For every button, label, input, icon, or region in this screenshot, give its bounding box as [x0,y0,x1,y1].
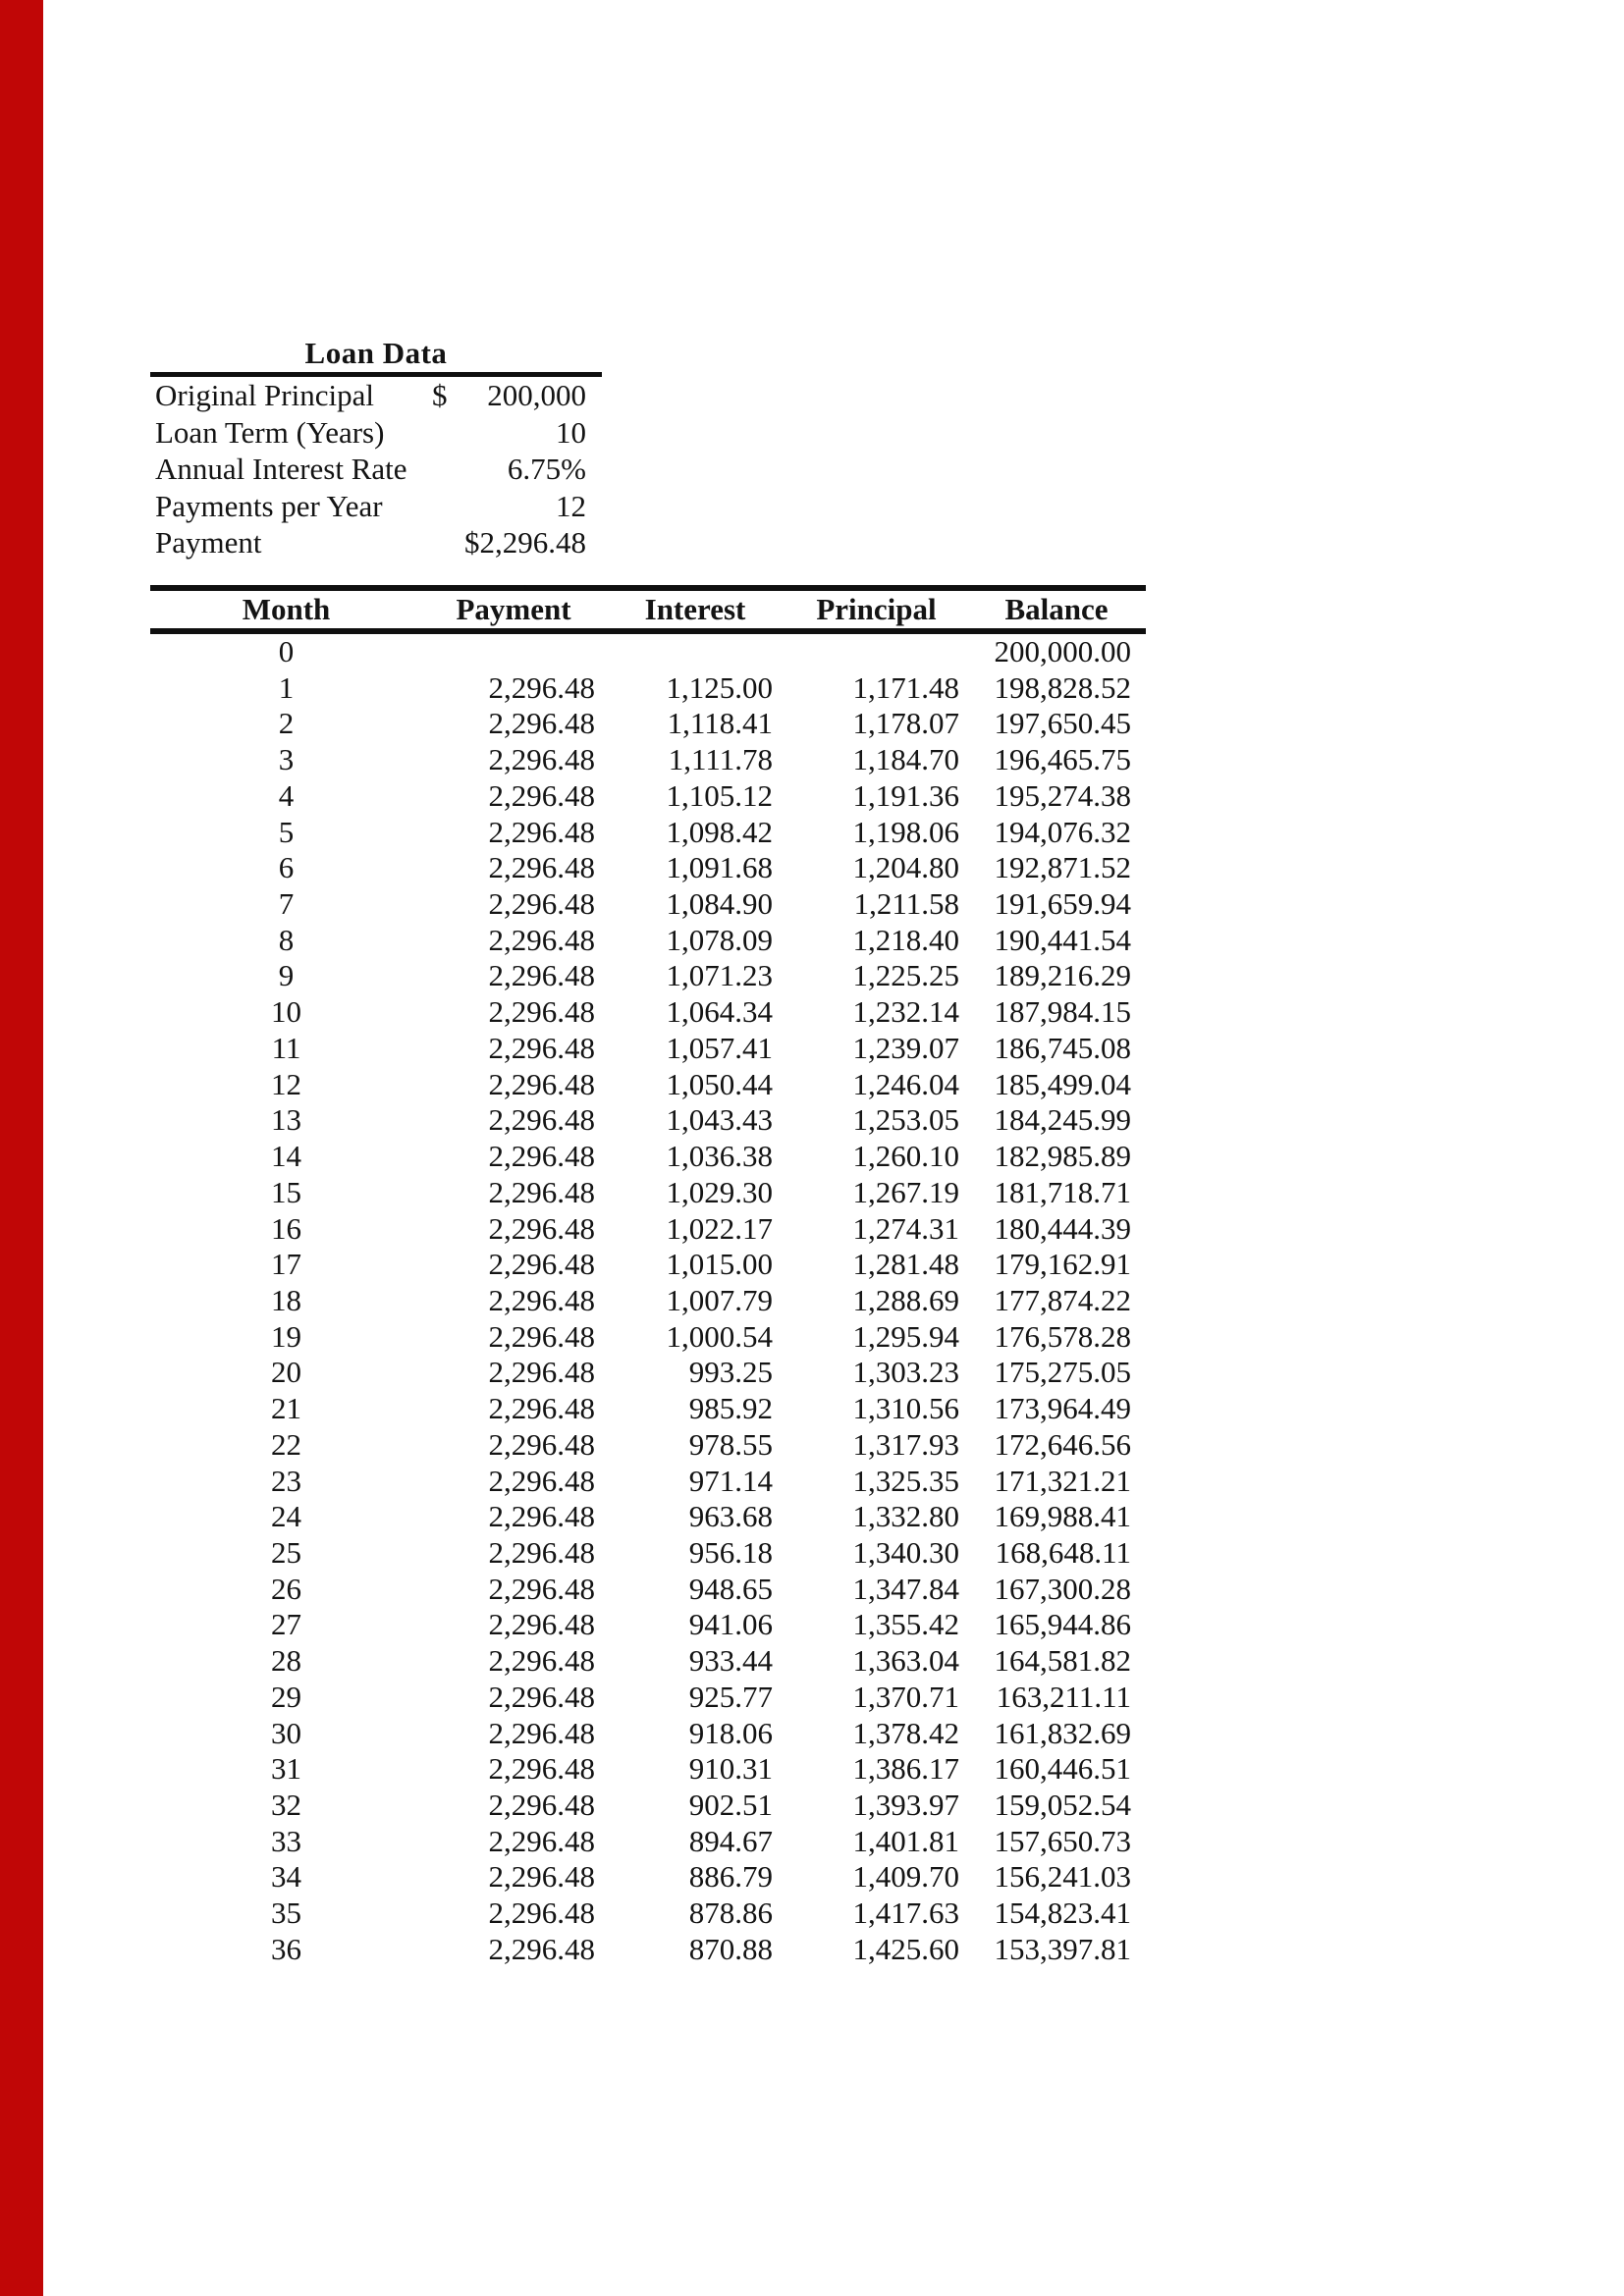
table-row [150,923,1146,959]
cell-balance: 181,718.71 [994,1174,1131,1209]
cell-month: 14 [271,1139,301,1174]
cell-interest: 1,029.30 [666,1174,773,1209]
table-row [150,1175,1146,1211]
cell-payment: 2,296.48 [488,1679,595,1714]
cell-payment: 2,296.48 [488,777,595,813]
cell-principal: 1,325.35 [852,1463,959,1498]
cell-month: 28 [271,1643,301,1679]
cell-interest: 1,064.34 [666,994,773,1030]
cell-interest: 1,015.00 [666,1247,773,1282]
table-row [150,1139,1146,1175]
cell-principal: 1,295.94 [852,1318,959,1354]
cell-payment: 2,296.48 [488,850,595,885]
cell-month: 16 [271,1210,301,1246]
cell-month: 26 [271,1571,301,1606]
table-body [150,634,1146,1968]
table-row [150,706,1146,742]
table-row [150,850,1146,886]
cell-balance: 200,000.00 [994,634,1131,668]
table-row [150,1102,1146,1139]
table-row [150,1680,1146,1716]
cell-interest: 1,118.41 [667,706,773,741]
table-row [150,1535,1146,1572]
cell-principal: 1,355.42 [852,1607,959,1642]
cell-principal: 1,211.58 [853,886,959,922]
cell-principal: 1,288.69 [852,1282,959,1317]
cell-interest: 1,000.54 [666,1318,773,1354]
cell-payment: 2,296.48 [488,669,595,705]
loan-row-value-group [432,488,586,525]
cell-interest: 1,007.79 [666,1282,773,1317]
cell-payment: 2,296.48 [488,1715,595,1750]
cell-payment: 2,296.48 [488,742,595,777]
table-row [150,886,1146,923]
cell-principal: 1,347.84 [852,1571,959,1606]
cell-principal: 1,370.71 [852,1679,959,1714]
cell-month: 15 [271,1174,301,1209]
cell-payment: 2,296.48 [488,1318,595,1354]
cell-payment: 2,296.48 [488,1247,595,1282]
cell-balance: 187,984.15 [994,994,1131,1030]
cell-principal: 1,363.04 [852,1643,959,1679]
cell-balance: 160,446.51 [994,1751,1131,1787]
cell-payment: 2,296.48 [488,1030,595,1065]
loan-data-row [150,451,602,488]
loan-row-value-group [432,377,586,414]
cell-principal: 1,253.05 [852,1102,959,1138]
table-row [150,994,1146,1031]
cell-payment: 2,296.48 [488,1463,595,1498]
cell-principal: 1,178.07 [852,706,959,741]
table-row [150,1788,1146,1824]
table-row [150,1572,1146,1608]
cell-payment: 2,296.48 [488,1066,595,1101]
cell-payment: 2,296.48 [488,886,595,922]
cell-principal: 1,232.14 [852,994,959,1030]
cell-payment: 2,296.48 [488,1426,595,1462]
cell-principal: 1,246.04 [852,1066,959,1101]
cell-month: 34 [271,1859,301,1895]
cell-balance: 185,499.04 [994,1066,1131,1101]
cell-month: 24 [271,1499,301,1534]
cell-payment: 2,296.48 [488,706,595,741]
column-header-interest: Interest [644,592,746,626]
cell-balance: 184,245.99 [994,1102,1131,1138]
cell-principal: 1,191.36 [852,777,959,813]
cell-balance: 177,874.22 [994,1282,1131,1317]
column-header-payment: Payment [456,592,571,626]
cell-payment: 2,296.48 [488,1102,595,1138]
cell-payment: 2,296.48 [488,1859,595,1895]
amortization-table [150,585,1146,1968]
cell-payment: 2,296.48 [488,1282,595,1317]
loan-row-value-group [432,451,586,488]
cell-principal: 1,218.40 [852,922,959,957]
cell-month: 3 [278,742,295,777]
cell-month: 25 [271,1534,301,1570]
cell-payment [422,634,605,670]
cell-principal: 1,274.31 [852,1210,959,1246]
cell-interest: 902.51 [688,1788,773,1822]
cell-principal: 1,409.70 [852,1859,959,1895]
cell-principal [785,634,967,670]
cell-balance: 163,211.11 [996,1679,1131,1714]
cell-balance: 195,274.38 [994,777,1131,813]
table-header-row [150,591,1146,628]
table-row [150,1247,1146,1283]
cell-interest: 1,091.68 [666,850,773,885]
loan-row-value: 6.75% [507,452,586,486]
cell-month: 2 [278,706,295,741]
cell-payment: 2,296.48 [488,1210,595,1246]
cell-principal: 1,425.60 [852,1931,959,1966]
loan-row-label: Payments per Year [155,488,383,523]
cell-payment: 2,296.48 [488,1534,595,1570]
cell-payment: 2,296.48 [488,958,595,993]
table-row [150,1643,1146,1680]
loan-row-value: 10 [556,414,586,450]
table-row [150,742,1146,778]
cell-balance: 169,988.41 [994,1499,1131,1534]
loan-row-value: $2,296.48 [464,525,586,560]
cell-balance: 154,823.41 [994,1896,1131,1931]
loan-data-title: Loan Data [304,336,448,370]
table-row [150,1716,1146,1752]
table-row [150,1499,1146,1535]
cell-month: 21 [271,1391,301,1426]
cell-balance: 167,300.28 [994,1571,1131,1606]
table-row [150,1859,1146,1896]
cell-principal: 1,332.80 [852,1499,959,1534]
cell-month: 18 [271,1282,301,1317]
cell-month: 9 [278,958,295,993]
cell-payment: 2,296.48 [488,1823,595,1858]
cell-interest: 870.88 [688,1931,773,1966]
cell-principal: 1,198.06 [852,814,959,849]
cell-interest: 993.25 [688,1355,773,1390]
cell-principal: 1,393.97 [852,1788,959,1822]
table-row [150,1211,1146,1248]
table-row [150,670,1146,707]
cell-payment: 2,296.48 [488,922,595,957]
table-row [150,1464,1146,1500]
cell-interest: 925.77 [688,1679,773,1714]
cell-month: 0 [278,634,295,668]
cell-month: 1 [278,669,295,705]
cell-balance: 196,465.75 [994,742,1131,777]
cell-month: 33 [271,1823,301,1858]
cell-payment: 2,296.48 [488,1751,595,1787]
table-row [150,1391,1146,1427]
cell-balance: 153,397.81 [994,1931,1131,1966]
cell-interest: 1,078.09 [666,922,773,957]
table-row [150,1031,1146,1067]
cell-interest: 1,105.12 [666,777,773,813]
cell-month: 19 [271,1318,301,1354]
table-row [150,958,1146,994]
cell-interest: 1,071.23 [666,958,773,993]
table-row [150,1932,1146,1968]
cell-balance: 156,241.03 [994,1859,1131,1895]
loan-data-row [150,414,602,452]
table-row [150,1283,1146,1319]
loan-data-row [150,377,602,414]
loan-row-label: Loan Term (Years) [155,414,385,450]
cell-interest: 1,043.43 [666,1102,773,1138]
cell-month: 5 [278,814,295,849]
cell-balance: 172,646.56 [994,1426,1131,1462]
cell-balance: 192,871.52 [994,850,1131,885]
cell-balance: 168,648.11 [995,1534,1131,1570]
loan-row-value-group [432,414,586,452]
cell-interest: 910.31 [688,1751,773,1787]
cell-principal: 1,260.10 [852,1139,959,1174]
loan-row-value: 200,000 [487,378,586,412]
cell-balance: 198,828.52 [994,669,1131,705]
cell-balance: 165,944.86 [994,1607,1131,1642]
cell-interest: 956.18 [688,1534,773,1570]
loan-rows [150,377,602,561]
cell-balance: 191,659.94 [994,886,1131,922]
cell-month: 29 [271,1679,301,1714]
cell-interest: 886.79 [688,1859,773,1895]
cell-principal: 1,310.56 [852,1391,959,1426]
cell-balance: 190,441.54 [994,922,1131,957]
scan-edge-stripe [0,0,43,2296]
loan-row-value-group [432,524,586,561]
table-row [150,1427,1146,1464]
table-row [150,1896,1146,1932]
loan-data-section [150,334,602,561]
cell-payment: 2,296.48 [488,1499,595,1534]
cell-principal: 1,225.25 [852,958,959,993]
table-row [150,1607,1146,1643]
cell-balance: 189,216.29 [994,958,1131,993]
cell-principal: 1,378.42 [852,1715,959,1750]
cell-month: 10 [271,994,301,1030]
cell-payment: 2,296.48 [488,1391,595,1426]
cell-payment: 2,296.48 [488,1931,595,1966]
cell-month: 4 [278,777,295,813]
table-row [150,1751,1146,1788]
cell-month: 27 [271,1607,301,1642]
table-row [150,778,1146,815]
cell-interest [605,634,785,670]
cell-month: 20 [271,1355,301,1390]
table-row [150,1067,1146,1103]
cell-interest: 1,111.78 [668,742,773,777]
cell-month: 23 [271,1463,301,1498]
loan-row-label: Original Principal [155,378,374,412]
loan-data-row [150,488,602,525]
loan-row-label: Payment [155,525,262,560]
loan-data-row [150,524,602,561]
cell-month: 8 [278,922,295,957]
cell-balance: 157,650.73 [994,1823,1131,1858]
cell-payment: 2,296.48 [488,1896,595,1931]
cell-principal: 1,184.70 [852,742,959,777]
cell-interest: 1,036.38 [666,1139,773,1174]
table-row [150,815,1146,851]
cell-principal: 1,267.19 [852,1174,959,1209]
cell-balance: 186,745.08 [994,1030,1131,1065]
cell-balance: 182,985.89 [994,1139,1131,1174]
table-row [150,634,1146,670]
cell-payment: 2,296.48 [488,1139,595,1174]
cell-payment: 2,296.48 [488,1174,595,1209]
cell-interest: 978.55 [688,1426,773,1462]
cell-principal: 1,401.81 [852,1823,959,1858]
column-header-balance: Balance [1004,592,1109,626]
cell-interest: 1,022.17 [666,1210,773,1246]
cell-balance: 180,444.39 [994,1210,1131,1246]
cell-month: 6 [278,850,295,885]
cell-month: 32 [271,1788,301,1822]
cell-month: 7 [278,886,295,922]
table-row [150,1355,1146,1391]
cell-interest: 1,057.41 [666,1030,773,1065]
cell-payment: 2,296.48 [488,1607,595,1642]
table-row [150,1824,1146,1860]
cell-balance: 171,321.21 [994,1463,1131,1498]
cell-principal: 1,171.48 [852,669,959,705]
cell-interest: 1,125.00 [666,669,773,705]
cell-balance: 164,581.82 [994,1643,1131,1679]
cell-payment: 2,296.48 [488,814,595,849]
cell-balance: 161,832.69 [994,1715,1131,1750]
cell-balance: 173,964.49 [994,1391,1131,1426]
cell-month: 17 [271,1247,301,1282]
cell-month: 22 [271,1426,301,1462]
cell-interest: 1,098.42 [666,814,773,849]
cell-payment: 2,296.48 [488,1355,595,1390]
cell-balance: 159,052.54 [994,1788,1131,1822]
cell-interest: 941.06 [688,1607,773,1642]
cell-balance: 175,275.05 [994,1355,1131,1390]
cell-interest: 971.14 [688,1463,773,1498]
loan-row-value: 12 [556,488,586,523]
column-header-principal: Principal [816,592,937,626]
cell-principal: 1,386.17 [852,1751,959,1787]
cell-principal: 1,204.80 [852,850,959,885]
cell-payment: 2,296.48 [488,1788,595,1822]
cell-month: 12 [271,1066,301,1101]
cell-balance: 197,650.45 [994,706,1131,741]
cell-month: 30 [271,1715,301,1750]
cell-interest: 948.65 [688,1571,773,1606]
cell-payment: 2,296.48 [488,1643,595,1679]
cell-principal: 1,317.93 [852,1426,959,1462]
cell-month: 11 [271,1030,301,1065]
cell-payment: 2,296.48 [488,994,595,1030]
cell-month: 31 [271,1751,301,1787]
cell-interest: 878.86 [688,1896,773,1931]
cell-balance: 194,076.32 [994,814,1131,849]
cell-interest: 1,084.90 [666,886,773,922]
cell-balance: 176,578.28 [994,1318,1131,1354]
cell-payment: 2,296.48 [488,1571,595,1606]
currency-symbol: $ [432,378,448,412]
cell-principal: 1,303.23 [852,1355,959,1390]
cell-interest: 1,050.44 [666,1066,773,1101]
cell-principal: 1,340.30 [852,1534,959,1570]
cell-principal: 1,239.07 [852,1030,959,1065]
cell-month: 13 [271,1102,301,1138]
table-row [150,1319,1146,1356]
cell-interest: 894.67 [688,1823,773,1858]
cell-month: 35 [271,1896,301,1931]
column-header-month: Month [242,592,331,626]
cell-principal: 1,417.63 [852,1896,959,1931]
cell-month: 36 [271,1931,301,1966]
cell-interest: 963.68 [688,1499,773,1534]
cell-interest: 918.06 [688,1715,773,1750]
cell-interest: 985.92 [688,1391,773,1426]
cell-principal: 1,281.48 [852,1247,959,1282]
loan-row-label: Annual Interest Rate [155,452,407,486]
cell-interest: 933.44 [688,1643,773,1679]
cell-balance: 179,162.91 [994,1247,1131,1282]
